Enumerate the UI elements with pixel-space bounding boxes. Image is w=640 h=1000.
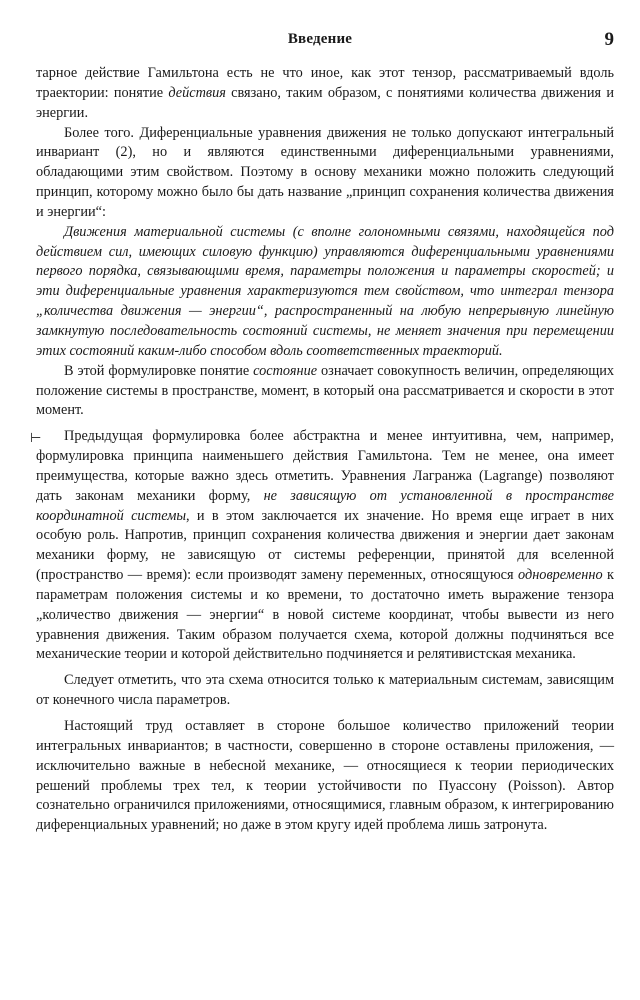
term-state: состояние	[253, 362, 318, 379]
paragraph-text: тарное действие Гамильтона есть не что иное, как этот тензор, рассматриваемый вдоль траектории: понятие	[36, 65, 614, 101]
term-action: действия	[168, 84, 226, 101]
page-body	[36, 64, 614, 836]
paragraph-state-definition	[36, 362, 614, 422]
paragraph-text: означает совокупность величин, определяющих положение системы в пространстве, момент, в который она рассматривается и скорости в этот момент.	[36, 362, 614, 419]
emphasis-simultaneously: одновременно	[518, 567, 603, 584]
principle-statement	[36, 223, 614, 362]
paragraph-text: , и в этом заключается их значение. Но время еще играет в них особую роль. Напротив, принцип сохранения количества движения и энергии дает законам механики форму, не зависящую от системы референции, принятой для вселенной (пространство — время): если производят замену переменных, относящуюся	[36, 507, 614, 584]
paragraph-text: В этой формулировке понятие	[64, 362, 254, 379]
paragraph-continuation	[36, 64, 614, 124]
paragraph-text: Предыдущая формулировка более абстрактна и менее интуитивна, чем, например, формулировка принципа наименьшего действия Гамильтона. Тем не менее, она имеет преимущества, которые важно здесь отметить. Уравнения Лагранжа (Lagrange) позволяют дать законам механики форму,	[36, 428, 614, 504]
paragraph-text: связано, таким образом, с понятиями количества движения и энергии.	[36, 84, 614, 121]
principle-part-c: управляются диференциальными уравнениями первого порядка, связывающими время, параметры положения и параметры скоростей; и эти диференциальные уравнения характеризуются тем свойством, что интеграл тензора „количества движения — энергии“, распространенный на любую непрерывную линейную замкнутую последовательность состояний системы, не меняет значения при перемещении этих состояний каким-либо способом вдоль соответственных траекторий.	[36, 243, 614, 359]
page-header	[0, 29, 640, 51]
margin-mark-icon: ⊢	[30, 431, 42, 446]
paragraph-principle-intro: Более того. Диференциальные уравнения движения не только допускают интегральный инвариант (2), но и являются единственными диференциальными уравнениями, обладающими этим свойством. Поэтому в основу механики можно положить следующий принцип, которому можно было бы дать название „принцип сохранения количества движения и энергии“:	[36, 124, 614, 220]
paragraph-text: к параметрам положения системы и ко времени, то достаточно иметь выражение тензора „количество движения — энергии“ в новой системе координат, чтобы вывести из него уравнения движения. Таким образом получается схема, которой должны подчиняться все механические теории и которой действительно подчиняется и релятивистская механика.	[36, 567, 614, 663]
paragraph-note: Следует отметить, что эта схема относится только к материальным системам, зависящим от конечного числа параметров.	[36, 672, 614, 709]
paragraph-closing: Настоящий труд оставляет в стороне большое количество приложений теории интегральных инвариантов; в частности, совершенно в стороне оставлены приложения, — исключительно важные в небесной механике, — относящиеся к теории периодических решений проблемы трех тел, к теории устойчивости по Пуассону (Poisson). Автор сознательно ограничился приложениями, относящимися, главным образом, к интегрированию диференциальных уравнений; но даже в этом кругу идей проблема лишь затронута.	[36, 718, 614, 834]
page-number: 9	[604, 29, 614, 50]
running-title: Введение	[287, 31, 353, 47]
principle-part-b: (с вполне голономными связями, находящейся под действием сил, имеющих силовую функцию)	[36, 223, 614, 260]
paragraph-comparison	[36, 427, 614, 665]
principle-part-a: Движения материальной системы	[64, 223, 286, 240]
emphasis-coordinate-independence: не зависящую от установленной в пространстве координатной системы	[36, 487, 615, 524]
